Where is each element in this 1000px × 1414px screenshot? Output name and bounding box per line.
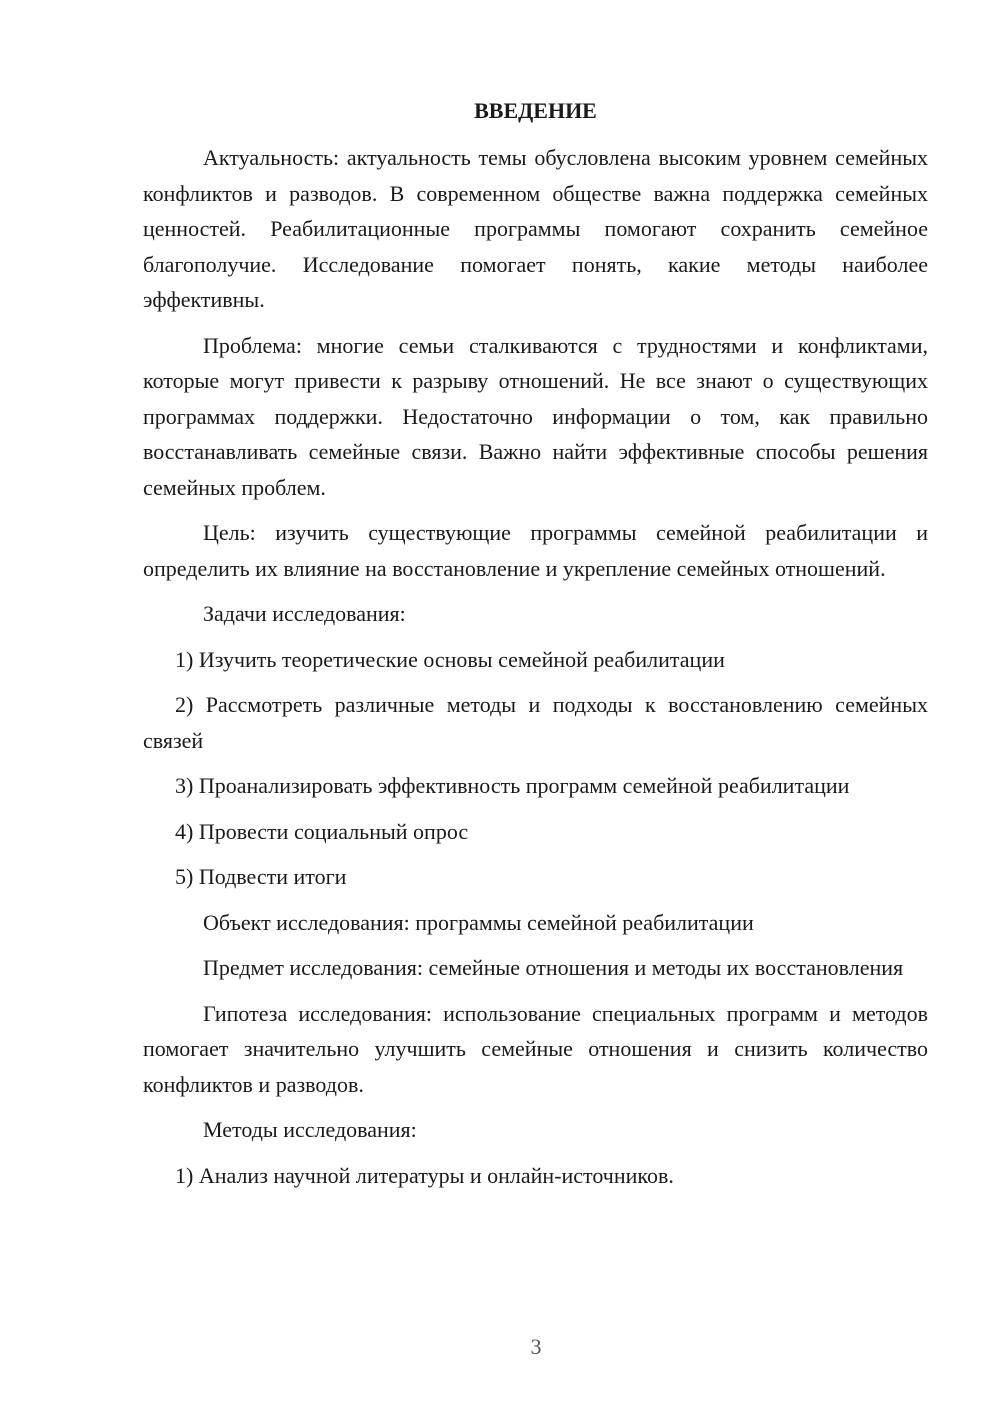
page-heading: ВВЕДЕНИЕ: [474, 98, 597, 123]
method-item-1: 1) Анализ научной литературы и онлайн-источников.: [175, 1162, 674, 1188]
task-item-1: 1) Изучить теоретические основы семейной реабилитации: [175, 646, 725, 672]
tasks-title: Задачи исследования:: [203, 601, 406, 626]
task-item-4: 4) Провести социальный опрос: [175, 818, 469, 844]
methods-title: Методы исследования:: [203, 1117, 417, 1142]
page-number: 3: [530, 1334, 542, 1359]
page-content: [143, 93, 928, 1193]
object-paragraph: Объект исследования: программы семейной реабилитации: [203, 909, 754, 935]
relevance-paragraph: Актуальность: актуальность темы обусловлена высоким уровнем семейных конфликтов и разводов. В современном обществе важна поддержка семейных ценностей. Реабилитационные программы помогают сохранить семейное благополучие. Исследование помогает понять, какие методы наиболее эффективны.: [143, 145, 928, 312]
problem-paragraph: Проблема: многие семьи сталкиваются с трудностями и конфликтами, которые могут привести к разрыву отношений. Не все знают о существующих программах поддержки. Недостаточно информации о том, как правильно восстанавливать семейные связи. Важно найти эффективные способы решения семейных проблем.: [143, 332, 928, 500]
task-item-3: 3) Проанализировать эффективность программ семейной реабилитации: [175, 773, 850, 798]
hypothesis-paragraph: Гипотеза исследования: использование специальных программ и методов помогает значительно улучшить семейные отношения и снизить количество конфликтов и разводов.: [143, 1000, 928, 1097]
task-item-5: 5) Подвести итоги: [175, 864, 347, 889]
goal-paragraph: Цель: изучить существующие программы семейной реабилитации и определить их влияние на восстановление и укрепление семейных отношений.: [143, 520, 928, 581]
subject-paragraph: Предмет исследования: семейные отношения и методы их восстановления: [203, 955, 904, 980]
task-item-2: 2) Рассмотреть различные методы и подходы к восстановлению семейных связей: [143, 692, 928, 753]
